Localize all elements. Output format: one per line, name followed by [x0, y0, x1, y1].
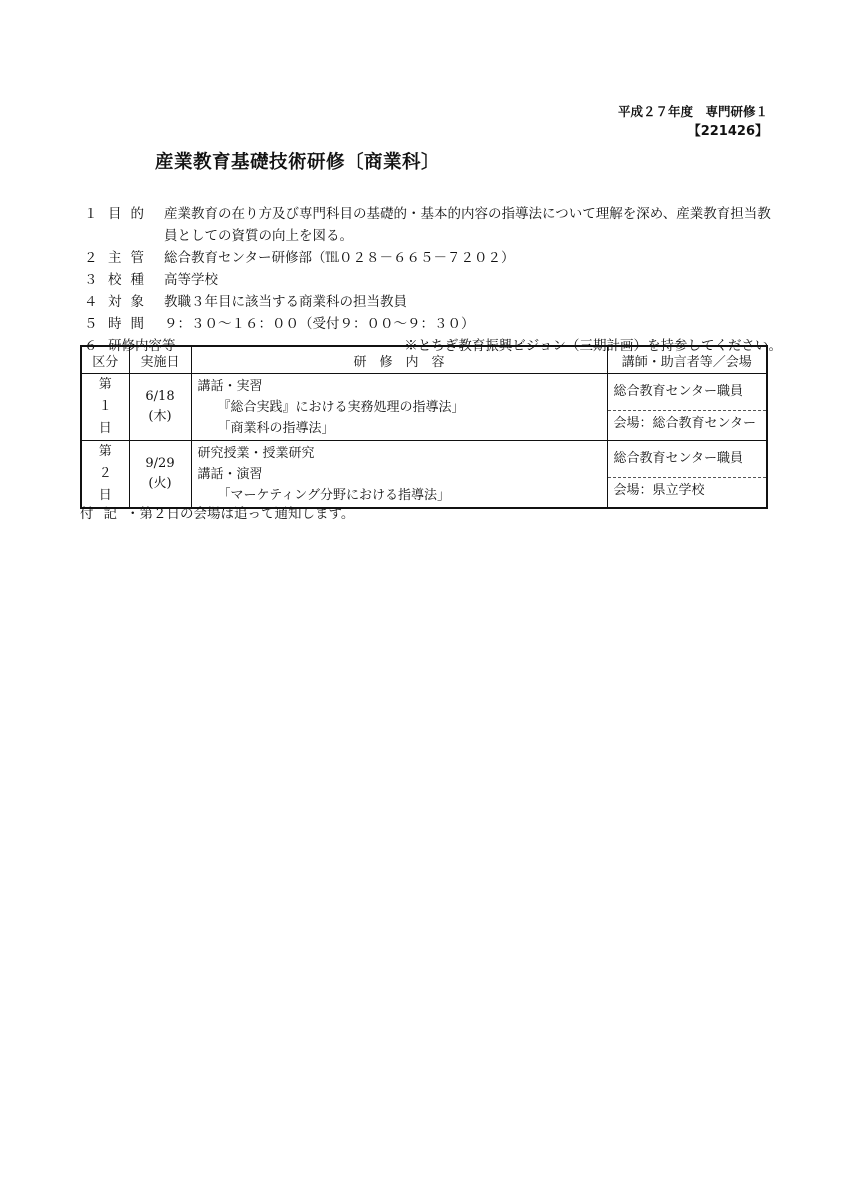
- item-number: ２: [84, 250, 98, 266]
- schedule-table: [80, 345, 768, 509]
- session-content: 講話・実習 『総合実践』における実務処理の指導法」 「商業科の指導法」: [191, 374, 607, 441]
- item-value: 教職３年目に該当する商業科の担当教員: [164, 294, 407, 310]
- bring-note: ※とちぎ教育振興ビジョン（三期計画）を持参してください。: [404, 338, 782, 354]
- item-purpose: [84, 203, 774, 247]
- item-number: ６: [84, 338, 98, 354]
- item-label: 時間: [108, 316, 153, 332]
- page-title: 産業教育基礎技術研修〔商業科〕: [155, 152, 441, 173]
- day-label: 第 １ 日: [81, 374, 129, 441]
- item-number: １: [84, 206, 98, 222]
- item-target: [84, 291, 774, 313]
- session-date: 6/18 (木): [129, 374, 191, 441]
- item-number: ５: [84, 316, 98, 332]
- header-instructor: 講師・助言者等／会場: [607, 346, 767, 374]
- venue: 会場：総合教育センター: [613, 416, 756, 431]
- day-label: 第 ２ 日: [81, 441, 129, 509]
- item-number: ３: [84, 272, 98, 288]
- venue: 会場：県立学校: [613, 483, 705, 498]
- item-time: [84, 313, 774, 335]
- session-instructor: [607, 374, 767, 441]
- course-code: 【221426】: [687, 124, 768, 139]
- item-value: 総合教育センター研修部（℡０２８－６６５－７２０２）: [164, 250, 515, 266]
- outline-list: [84, 203, 782, 357]
- session-date: 9/29 (火): [129, 441, 191, 509]
- table-row: [81, 374, 767, 441]
- instructor-name: 総合教育センター職員: [608, 441, 767, 478]
- footnote-label: 付記: [80, 506, 127, 522]
- table-row: [81, 441, 767, 509]
- item-label: 研修内容等: [108, 338, 176, 354]
- header-content: 研 修 内 容: [191, 346, 607, 374]
- item-value: 高等学校: [164, 272, 218, 288]
- item-label: 対象: [108, 294, 153, 310]
- instructor-name: 総合教育センター職員: [608, 374, 767, 411]
- item-label: 校種: [108, 272, 153, 288]
- session-content: 研究授業・授業研究 講話・演習 「マーケティング分野における指導法」: [191, 441, 607, 509]
- footnote: [80, 502, 354, 522]
- item-value: ９：３０～１６：００（受付９：００～９：３０）: [164, 316, 475, 332]
- header-year-label: 平成２７年度 専門研修１: [617, 104, 768, 119]
- session-instructor: [607, 441, 767, 509]
- item-number: ４: [84, 294, 98, 310]
- item-label: 目的: [108, 206, 153, 222]
- header-kubun: 区分: [81, 346, 129, 374]
- item-school-type: [84, 269, 774, 291]
- header-date: 実施日: [129, 346, 191, 374]
- item-label: 主管: [108, 250, 153, 266]
- footnote-text: ・第２日の会場は追って通知します。: [126, 506, 355, 522]
- item-value: 産業教育の在り方及び専門科目の基礎的・基本的内容の指導法について理解を深め、産業教育担当教員としての資質の向上を図る。: [164, 206, 771, 244]
- table-header-row: [81, 346, 767, 374]
- item-organizer: [84, 247, 774, 269]
